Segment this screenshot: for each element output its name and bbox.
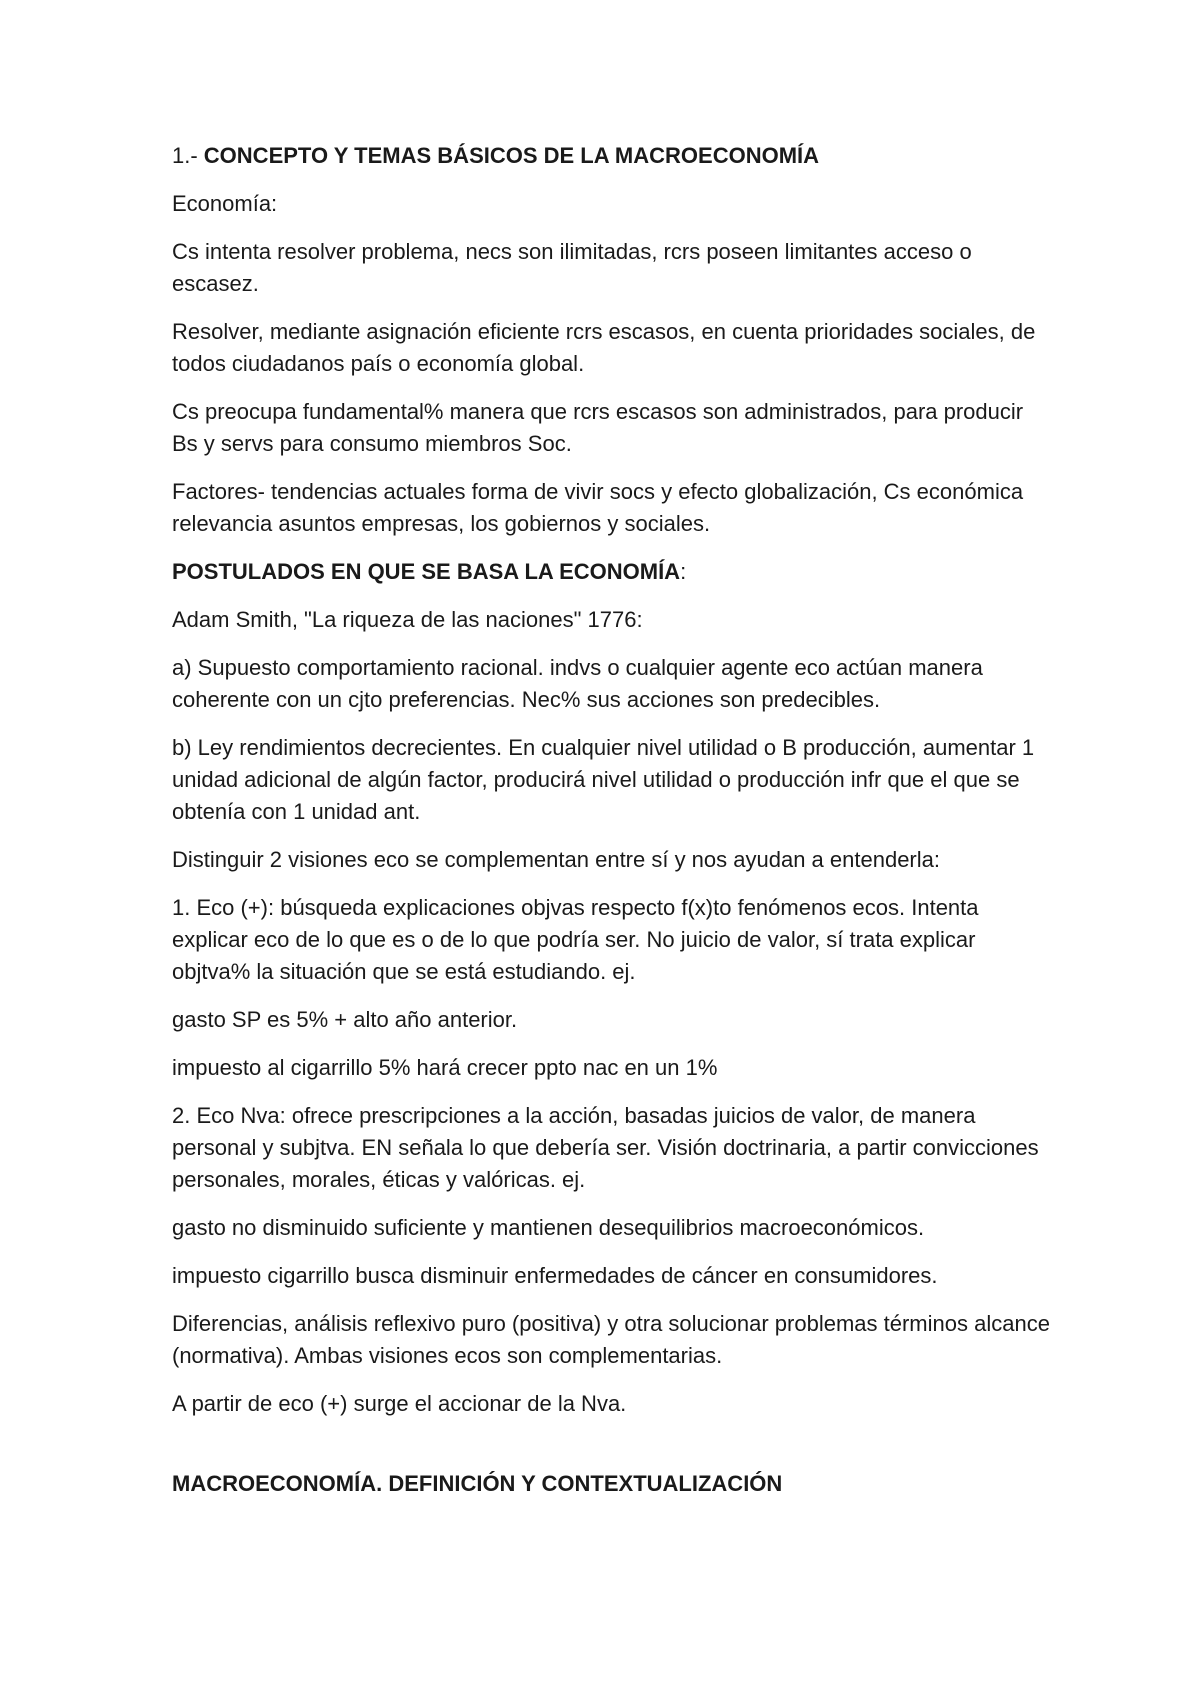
postulados-heading-text: POSTULADOS EN QUE SE BASA LA ECONOMÍA	[172, 559, 681, 584]
diferencias-paragraph: Diferencias, análisis reflexivo puro (positiva) y otra solucionar problemas términos alcance (normativa). Ambas visiones ecos son complementarias.	[172, 1311, 1050, 1368]
postulate-b: b) Ley rendimientos decrecientes. En cualquier nivel utilidad o B producción, aumentar 1 unidad adicional de algún factor, producirá nivel utilidad o producción infr que el que se obtenía con 1 unidad ant.	[172, 735, 1035, 824]
eco-positiva-example-2: impuesto al cigarrillo 5% hará crecer ppto nac en un 1%	[172, 1055, 718, 1080]
eco-positiva: 1. Eco (+): búsqueda explicaciones objvas respecto f(x)to fenómenos ecos. Intenta explicar eco de lo que es o de lo que podría ser. No juicio de valor, sí trata explicar objtva% la situación que se está estudiando. ej.	[172, 895, 979, 984]
paragraph-4: Factores- tendencias actuales forma de vivir socs y efecto globalización, Cs económica relevancia asuntos empresas, los gobiernos y sociales.	[172, 479, 1024, 536]
section-title-text: CONCEPTO Y TEMAS BÁSICOS DE LA MACROECONOMÍA	[203, 143, 820, 168]
macroeconomia-heading: MACROECONOMÍA. DEFINICIÓN Y CONTEXTUALIZACIÓN	[172, 1471, 783, 1496]
section-spacer	[172, 1436, 1052, 1468]
economia-label: Economía:	[172, 191, 278, 216]
document-body	[172, 140, 1052, 1516]
adam-smith-line: Adam Smith, "La riqueza de las naciones" 1776:	[172, 607, 643, 632]
postulados-heading	[172, 556, 1052, 588]
eco-normativa-example-1: gasto no disminuido suficiente y mantienen desequilibrios macroeconómicos.	[172, 1215, 925, 1240]
distinguir-paragraph: Distinguir 2 visiones eco se complementan entre sí y nos ayudan a entenderla:	[172, 847, 940, 872]
eco-normativa: 2. Eco Nva: ofrece prescripciones a la acción, basadas juicios de valor, de manera personal y subjtva. EN señala lo que debería ser. Visión doctrinaria, a partir convicciones personales, morales, éticas y valóricas. ej.	[172, 1103, 1039, 1192]
a-partir-paragraph: A partir de eco (+) surge el accionar de la Nva.	[172, 1391, 627, 1416]
paragraph-3: Cs preocupa fundamental% manera que rcrs escasos son administrados, para producir Bs y servs para consumo miembros Soc.	[172, 399, 1024, 456]
paragraph-1: Cs intenta resolver problema, necs son ilimitadas, rcrs poseen limitantes acceso o escasez.	[172, 239, 972, 296]
section-title-number: 1.-	[172, 143, 204, 168]
eco-positiva-example-1: gasto SP es 5% + alto año anterior.	[172, 1007, 518, 1032]
section-title	[172, 140, 1052, 172]
paragraph-2: Resolver, mediante asignación eficiente rcrs escasos, en cuenta prioridades sociales, de todos ciudadanos país o economía global.	[172, 319, 1036, 376]
eco-normativa-example-2: impuesto cigarrillo busca disminuir enfermedades de cáncer en consumidores.	[172, 1263, 938, 1288]
postulados-heading-colon: :	[680, 559, 687, 584]
postulate-a: a) Supuesto comportamiento racional. indvs o cualquier agente eco actúan manera coherente con un cjto preferencias. Nec% sus acciones son predecibles.	[172, 655, 983, 712]
